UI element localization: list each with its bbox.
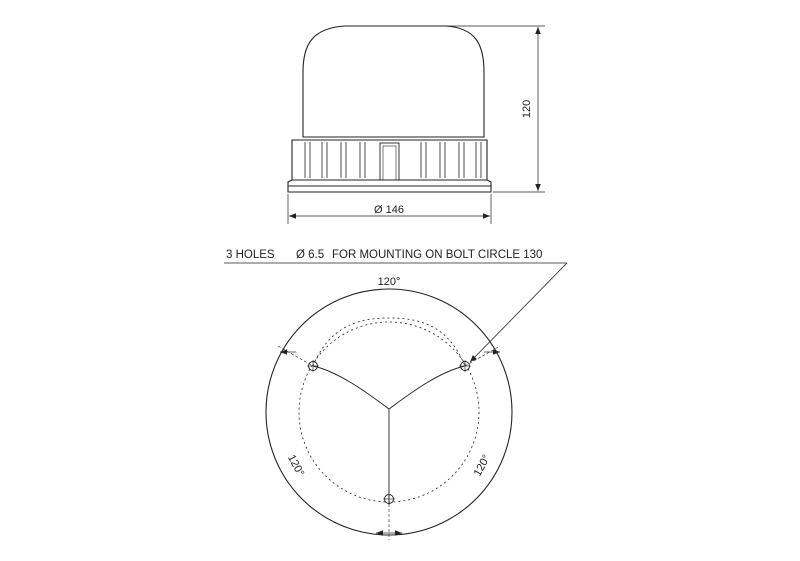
angle-left-label: 120° bbox=[285, 452, 307, 479]
beacon-base-ring bbox=[288, 140, 491, 192]
hole-dimension-ticks bbox=[280, 352, 500, 533]
mounting-note bbox=[224, 249, 567, 362]
inner-arc bbox=[313, 318, 465, 366]
base-ribs bbox=[305, 142, 481, 178]
center-line-left bbox=[313, 366, 389, 409]
holes-count-label: 3 HOLES bbox=[226, 249, 275, 261]
bolt-circle-label: FOR MOUNTING ON BOLT CIRCLE 130 bbox=[332, 249, 543, 261]
beacon-dome bbox=[303, 26, 484, 137]
side-view bbox=[288, 26, 545, 224]
angle-right-label: 120° bbox=[471, 452, 493, 479]
center-line-right bbox=[389, 366, 465, 409]
diameter-label: Ø 146 bbox=[374, 204, 404, 216]
hole-size-label: Ø 6.5 bbox=[296, 249, 325, 261]
height-label: 120 bbox=[521, 99, 533, 119]
base-center-window-inner bbox=[383, 146, 396, 180]
note-leader bbox=[470, 263, 567, 362]
top-view bbox=[266, 276, 512, 540]
angle-top-label: 120° bbox=[377, 276, 401, 288]
